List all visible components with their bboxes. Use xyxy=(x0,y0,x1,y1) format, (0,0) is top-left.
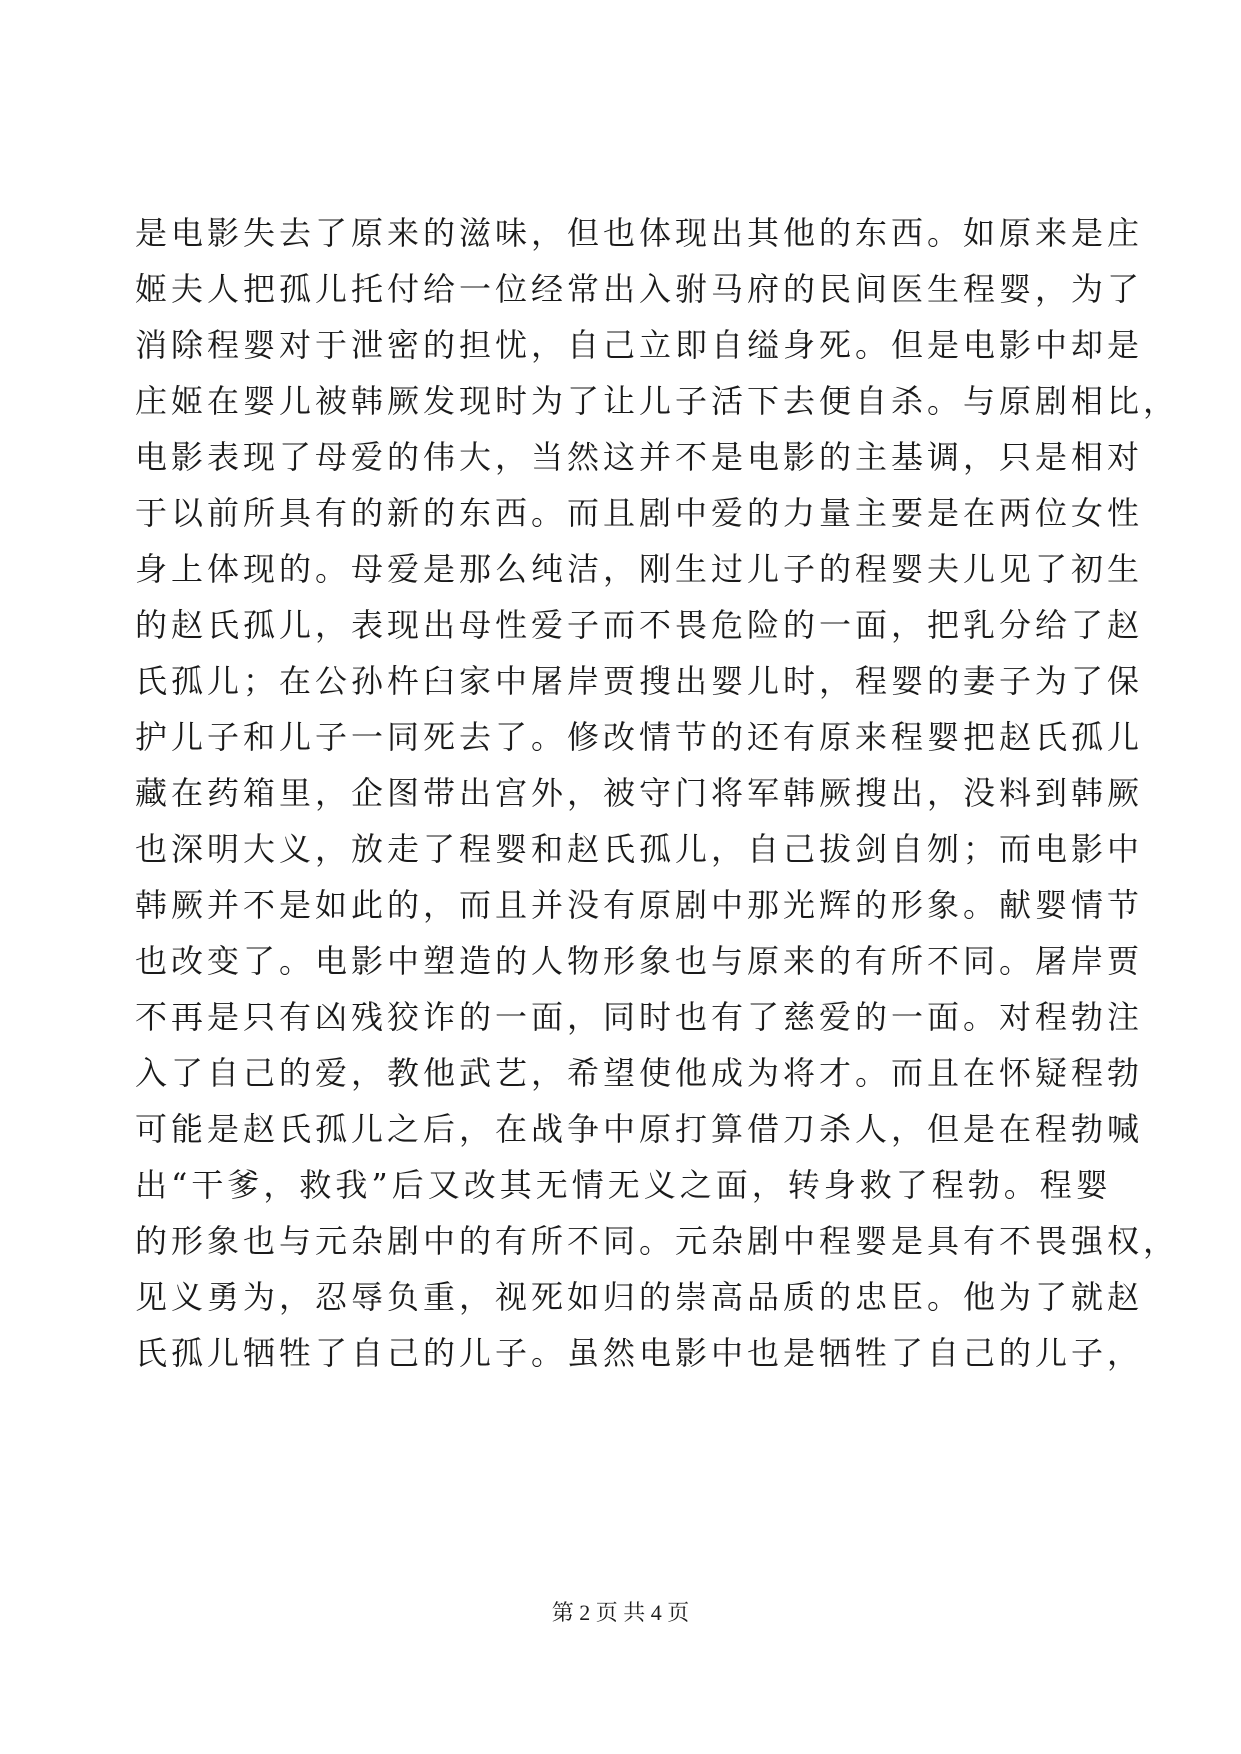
text-line: 也深明大义，放走了程婴和赵氏孤儿，自己拔剑自刎；而电影中 xyxy=(135,830,1144,868)
text-line: 身上体现的。母爱是那么纯洁，刚生过儿子的程婴夫儿见了初生 xyxy=(135,550,1144,588)
text-line: 韩厥并不是如此的，而且并没有原剧中那光辉的形象。献婴情节 xyxy=(135,886,1144,924)
text-line: 也改变了。电影中塑造的人物形象也与原来的有所不同。屠岸贾 xyxy=(135,942,1144,980)
text-line: 庄姬在婴儿被韩厥发现时为了让儿子活下去便自杀。与原剧相比， xyxy=(135,382,1180,420)
text-line: 藏在药箱里，企图带出宫外，被守门将军韩厥搜出，没料到韩厥 xyxy=(135,774,1144,812)
text-line: 的形象也与元杂剧中的有所不同。元杂剧中程婴是具有不畏强权， xyxy=(135,1222,1180,1260)
text-line: 不再是只有凶残狡诈的一面，同时也有了慈爱的一面。对程勃注 xyxy=(135,998,1144,1036)
text-line: 氏孤儿牺牲了自己的儿子。虽然电影中也是牺牲了自己的儿子， xyxy=(135,1334,1144,1372)
text-line: 的赵氏孤儿，表现出母性爱子而不畏危险的一面，把乳分给了赵 xyxy=(135,606,1144,644)
page-footer: 第 2 页 共 4 页 xyxy=(551,1600,690,1625)
text-line: 见义勇为，忍辱负重，视死如归的崇高品质的忠臣。他为了就赵 xyxy=(135,1278,1144,1316)
text-line: 消除程婴对于泄密的担忧，自己立即自缢身死。但是电影中却是 xyxy=(135,326,1144,364)
text-line: 可能是赵氏孤儿之后，在战争中原打算借刀杀人，但是在程勃喊 xyxy=(135,1110,1144,1148)
text-line: 电影表现了母爱的伟大，当然这并不是电影的主基调，只是相对 xyxy=(135,438,1144,476)
text-line: 出“干爹，救我”后又改其无情无义之面，转身救了程勃。程婴 xyxy=(135,1166,1112,1204)
text-line: 于以前所具有的新的东西。而且剧中爱的力量主要是在两位女性 xyxy=(135,494,1144,532)
text-line: 护儿子和儿子一同死去了。修改情节的还有原来程婴把赵氏孤儿 xyxy=(135,718,1144,756)
text-line: 氏孤儿；在公孙杵臼家中屠岸贾搜出婴儿时，程婴的妻子为了保 xyxy=(135,662,1144,700)
text-line: 姬夫人把孤儿托付给一位经常出入驸马府的民间医生程婴，为了 xyxy=(135,270,1144,308)
text-line: 是电影失去了原来的滋味，但也体现出其他的东西。如原来是庄 xyxy=(135,214,1144,252)
body-text xyxy=(135,205,1180,1381)
text-line: 入了自己的爱，教他武艺，希望使他成为将才。而且在怀疑程勃 xyxy=(135,1054,1144,1092)
